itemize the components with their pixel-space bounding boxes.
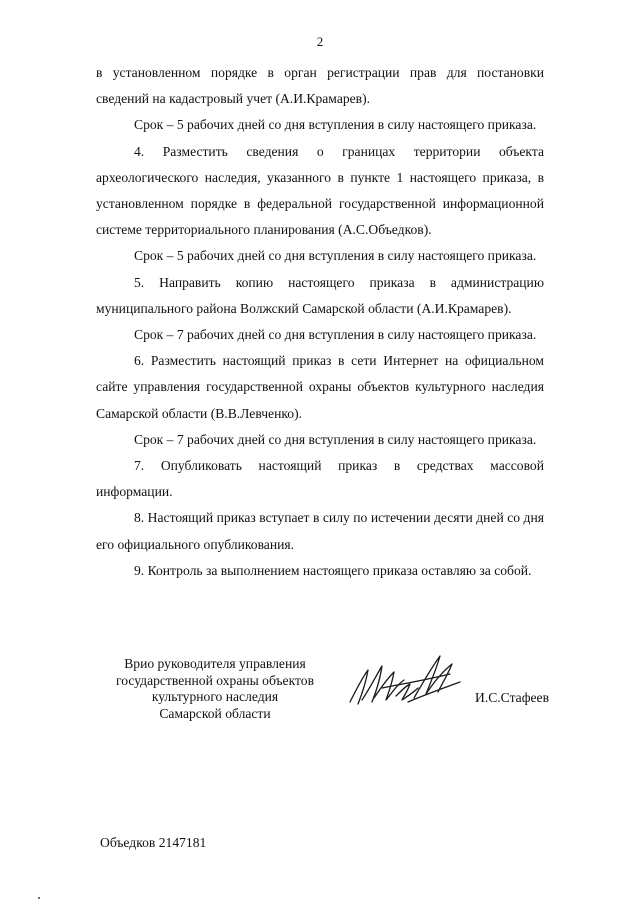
signatory-title-line: культурного наследия <box>151 689 279 704</box>
signatory-title <box>100 656 330 722</box>
paragraph-item-6: 6. Разместить настоящий приказ в сети Интернет на официальном сайте управления государственной охраны объектов культурного наследия Самарской области (В.В.Левченко). <box>96 353 544 421</box>
paragraph-item-7: 7. Опубликовать настоящий приказ в средствах массовой информации. <box>96 458 544 500</box>
page-number: 2 <box>316 34 324 49</box>
handwritten-signature <box>342 650 468 714</box>
signatory-title-line: Врио руководителя управления <box>124 656 306 671</box>
executor-info: Объедков 2147181 <box>100 835 207 850</box>
paragraph-deadline: Срок – 5 рабочих дней со дня вступления в силу настоящего приказа. <box>134 117 537 133</box>
order-body <box>96 60 544 584</box>
paragraph-deadline: Срок – 5 рабочих дней со дня вступления в силу настоящего приказа. <box>134 248 537 264</box>
paragraph-deadline: Срок – 7 рабочих дней со дня вступления в силу настоящего приказа. <box>134 327 537 343</box>
paragraph-item-5: 5. Направить копию настоящего приказа в администрацию муниципального района Волжский Самарской области (А.И.Крамарев). <box>96 274 544 316</box>
signatory-name: И.С.Стафеев <box>475 690 550 705</box>
paragraph-item-9: 9. Контроль за выполнением настоящего приказа оставляю за собой. <box>134 562 532 578</box>
signatory-title-line: Самарской области <box>159 705 271 721</box>
paragraph-continuation: в установленном порядке в орган регистрации прав для постановки сведений на кадастровый учет (А.И.Крамарев). <box>96 65 544 107</box>
paragraph-item-8: 8. Настоящий приказ вступает в силу по истечении десяти дней со дня его официального опубликования. <box>96 510 544 552</box>
scan-speck <box>38 897 40 899</box>
paragraph-item-4: 4. Разместить сведения о границах территории объекта археологического наследия, указанного в пункте 1 настоящего приказа, в установленном порядке в федеральной государственной информационной системе территориального планирования (А.С.Объедков). <box>96 143 544 238</box>
paragraph-deadline: Срок – 7 рабочих дней со дня вступления в силу настоящего приказа. <box>134 431 537 447</box>
signatory-title-line: государственной охраны объектов <box>115 672 314 688</box>
